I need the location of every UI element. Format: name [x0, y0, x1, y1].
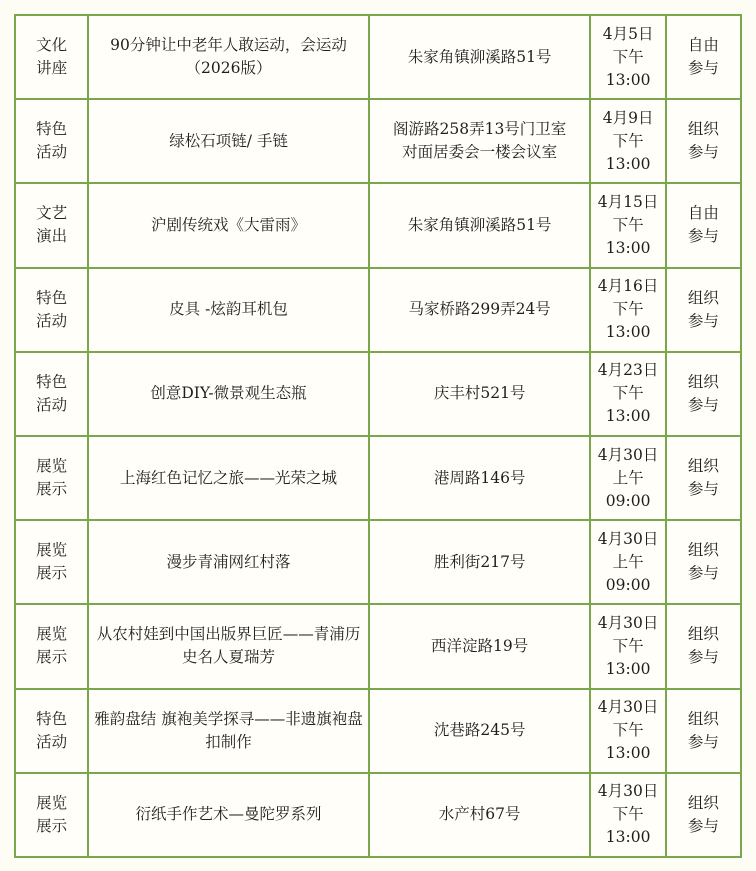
table-row	[15, 99, 741, 183]
event-category-cell	[15, 689, 88, 773]
event-category-cell-line: 活动	[36, 395, 68, 414]
event-time-cell	[590, 99, 665, 183]
event-time-cell-line: 13:00	[605, 659, 651, 678]
event-time-cell-line: 13:00	[605, 70, 651, 89]
event-location-cell-line: 马家桥路299弄24号	[408, 300, 551, 319]
event-time-cell-line: 下午	[612, 721, 644, 740]
event-location-cell	[369, 520, 591, 604]
event-category-cell-line: 展示	[36, 648, 68, 667]
event-location-cell	[369, 99, 591, 183]
event-category-cell	[15, 436, 88, 520]
event-title-cell-line: 沪剧传统戏《大雷雨》	[151, 215, 307, 234]
event-time-cell	[590, 520, 665, 604]
table-row	[15, 604, 741, 688]
event-title-cell-line: 雅韵盘结 旗袍美学探寻——非遗旗袍盘	[94, 709, 363, 728]
event-participation-cell-line: 参与	[687, 732, 719, 751]
event-category-cell-line: 特色	[36, 120, 68, 139]
event-location-cell-line: 对面居委会一楼会议室	[402, 143, 558, 162]
event-category-cell	[15, 604, 88, 688]
event-title-cell-line: 上海红色记忆之旅——光荣之城	[120, 468, 338, 487]
event-time-cell	[590, 15, 665, 99]
event-category-cell-line: 特色	[36, 709, 68, 728]
event-time-cell-line: 4月15日	[597, 192, 659, 211]
event-participation-cell-line: 参与	[687, 395, 719, 414]
table-row	[15, 689, 741, 773]
event-category-cell-line: 展览	[36, 541, 68, 560]
event-category-cell-line: 活动	[36, 143, 68, 162]
event-location-cell	[369, 15, 591, 99]
event-title-cell-line: 皮具 -炫韵耳机包	[169, 300, 288, 319]
event-time-cell-line: 4月30日	[597, 445, 659, 464]
event-time-cell-line: 13:00	[605, 323, 651, 342]
event-location-cell	[369, 436, 591, 520]
event-title-cell	[88, 99, 369, 183]
event-participation-cell	[666, 99, 741, 183]
event-category-cell-line: 文艺	[36, 204, 68, 223]
event-participation-cell	[666, 15, 741, 99]
event-participation-cell-line: 组织	[687, 541, 719, 560]
event-category-cell-line: 展示	[36, 816, 68, 835]
event-title-cell-line: 绿松石项链/ 手链	[169, 131, 288, 150]
table-row	[15, 773, 741, 857]
event-participation-cell	[666, 604, 741, 688]
event-title-cell-line: 90分钟让中老年人敢运动，会运动	[110, 36, 347, 55]
event-participation-cell	[666, 773, 741, 857]
table-row	[15, 15, 741, 99]
event-time-cell-line: 下午	[612, 131, 644, 150]
event-location-cell-line: 水产村67号	[438, 805, 521, 824]
event-category-cell-line: 特色	[36, 372, 68, 391]
event-location-cell-line: 阁游路258弄13号门卫室	[393, 120, 567, 139]
event-participation-cell-line: 参与	[687, 480, 719, 499]
event-location-cell-line: 沈巷路245号	[433, 721, 526, 740]
event-participation-cell-line: 参与	[687, 143, 719, 162]
table-row	[15, 268, 741, 352]
table-row	[15, 183, 741, 267]
event-category-cell	[15, 352, 88, 436]
event-category-cell-line: 展示	[36, 480, 68, 499]
event-location-cell-line: 朱家角镇泖溪路51号	[407, 47, 552, 66]
event-time-cell-line: 13:00	[605, 238, 651, 257]
event-time-cell-line: 4月16日	[597, 277, 659, 296]
event-time-cell	[590, 268, 665, 352]
event-title-cell	[88, 604, 369, 688]
event-time-cell-line: 4月30日	[597, 613, 659, 632]
event-participation-cell-line: 自由	[687, 36, 719, 55]
event-participation-cell-line: 参与	[687, 648, 719, 667]
event-category-cell	[15, 520, 88, 604]
event-title-cell	[88, 773, 369, 857]
event-time-cell-line: 4月9日	[602, 108, 654, 127]
table-row	[15, 520, 741, 604]
event-participation-cell-line: 参与	[687, 816, 719, 835]
event-time-cell	[590, 183, 665, 267]
event-participation-cell-line: 组织	[687, 709, 719, 728]
event-title-cell-line: 创意DIY-微景观生态瓶	[150, 384, 307, 403]
event-time-cell-line: 下午	[612, 215, 644, 234]
event-time-cell-line: 下午	[612, 384, 644, 403]
event-participation-cell-line: 组织	[687, 120, 719, 139]
event-category-cell-line: 展览	[36, 793, 68, 812]
table-row	[15, 436, 741, 520]
event-title-cell	[88, 520, 369, 604]
event-location-cell	[369, 773, 591, 857]
event-location-cell	[369, 604, 591, 688]
event-participation-cell-line: 组织	[687, 372, 719, 391]
event-participation-cell	[666, 689, 741, 773]
event-participation-cell-line: 参与	[687, 564, 719, 583]
event-time-cell-line: 上午	[612, 552, 644, 571]
event-location-cell-line: 港周路146号	[433, 468, 526, 487]
event-rows	[15, 15, 741, 857]
event-time-cell-line: 4月30日	[597, 782, 659, 801]
table-row	[15, 352, 741, 436]
event-title-cell-line: （2026版）	[185, 59, 272, 78]
event-participation-cell-line: 自由	[687, 204, 719, 223]
event-category-cell-line: 演出	[36, 227, 68, 246]
event-location-cell	[369, 268, 591, 352]
event-time-cell-line: 下午	[612, 805, 644, 824]
event-time-cell-line: 13:00	[605, 744, 651, 763]
event-title-cell-line: 史名人夏瑞芳	[182, 648, 276, 667]
event-location-cell	[369, 183, 591, 267]
event-time-cell	[590, 604, 665, 688]
event-participation-cell	[666, 436, 741, 520]
event-location-cell-line: 胜利街217号	[433, 552, 526, 571]
event-time-cell-line: 09:00	[605, 491, 651, 510]
event-time-cell-line: 下午	[612, 47, 644, 66]
event-participation-cell-line: 组织	[687, 625, 719, 644]
event-participation-cell-line: 组织	[687, 793, 719, 812]
event-time-cell-line: 4月30日	[597, 698, 659, 717]
event-schedule-table	[14, 14, 742, 858]
event-time-cell	[590, 352, 665, 436]
event-time-cell-line: 上午	[612, 468, 644, 487]
event-participation-cell-line: 组织	[687, 288, 719, 307]
event-title-cell	[88, 15, 369, 99]
event-category-cell-line: 活动	[36, 732, 68, 751]
event-participation-cell	[666, 268, 741, 352]
event-participation-cell-line: 参与	[687, 59, 719, 78]
event-time-cell-line: 09:00	[605, 575, 651, 594]
event-title-cell	[88, 689, 369, 773]
event-participation-cell-line: 组织	[687, 457, 719, 476]
event-title-cell-line: 从农村娃到中国出版界巨匠——青浦历	[96, 625, 361, 644]
event-title-cell-line: 衍纸手作艺术—曼陀罗系列	[135, 805, 322, 824]
event-title-cell	[88, 436, 369, 520]
event-location-cell-line: 庆丰村521号	[433, 384, 526, 403]
event-category-cell-line: 展示	[36, 564, 68, 583]
event-title-cell-line: 漫步青浦网红村落	[166, 552, 291, 571]
event-participation-cell	[666, 520, 741, 604]
event-participation-cell	[666, 352, 741, 436]
event-category-cell	[15, 183, 88, 267]
event-time-cell-line: 13:00	[605, 154, 651, 173]
event-category-cell-line: 文化	[36, 36, 68, 55]
event-location-cell	[369, 352, 591, 436]
event-category-cell	[15, 268, 88, 352]
event-category-cell-line: 展览	[36, 625, 68, 644]
event-participation-cell	[666, 183, 741, 267]
event-category-cell-line: 活动	[36, 311, 68, 330]
event-time-cell	[590, 689, 665, 773]
event-category-cell	[15, 99, 88, 183]
event-category-cell-line: 讲座	[36, 59, 68, 78]
event-title-cell	[88, 268, 369, 352]
event-time-cell-line: 下午	[612, 636, 644, 655]
event-time-cell	[590, 773, 665, 857]
event-participation-cell-line: 参与	[687, 227, 719, 246]
event-time-cell	[590, 436, 665, 520]
event-title-cell-line: 扣制作	[205, 732, 252, 751]
event-category-cell-line: 展览	[36, 457, 68, 476]
event-time-cell-line: 4月5日	[602, 24, 654, 43]
event-category-cell	[15, 15, 88, 99]
event-location-cell-line: 朱家角镇泖溪路51号	[407, 215, 552, 234]
event-title-cell	[88, 352, 369, 436]
event-category-cell	[15, 773, 88, 857]
event-participation-cell-line: 参与	[687, 311, 719, 330]
event-category-cell-line: 特色	[36, 288, 68, 307]
event-time-cell-line: 4月23日	[597, 361, 659, 380]
event-location-cell	[369, 689, 591, 773]
event-time-cell-line: 4月30日	[597, 529, 659, 548]
event-time-cell-line: 下午	[612, 300, 644, 319]
event-time-cell-line: 13:00	[605, 828, 651, 847]
event-location-cell-line: 西洋淀路19号	[431, 636, 529, 655]
event-time-cell-line: 13:00	[605, 407, 651, 426]
event-title-cell	[88, 183, 369, 267]
